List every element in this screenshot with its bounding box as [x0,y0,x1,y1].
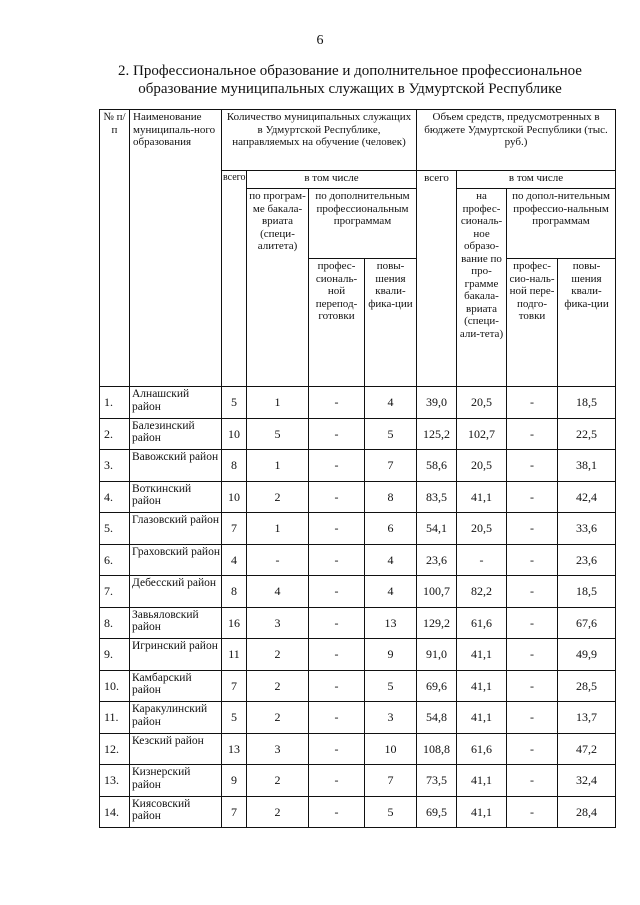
count-total: 8 [222,576,247,608]
header-num: № п/п [100,110,130,387]
header-additional-funds: по допол-нительным профессио-нальным программам [507,189,616,259]
count-total: 8 [222,450,247,482]
count-retraining: - [309,639,365,671]
count-total: 11 [222,639,247,671]
count-qualification: 6 [365,513,417,545]
count-bachelor: 3 [247,733,309,765]
count-retraining: - [309,733,365,765]
count-total: 7 [222,796,247,828]
row-number: 2. [100,418,130,450]
count-retraining: - [309,702,365,734]
funds-retraining: - [507,639,558,671]
header-qualification-count: повы-шения квали-фика-ции [365,259,417,387]
funds-total: 83,5 [417,481,457,513]
funds-retraining: - [507,481,558,513]
header-total-funds: всего [417,171,457,387]
table-row [100,387,616,419]
funds-retraining: - [507,387,558,419]
row-number: 9. [100,639,130,671]
table-row [100,450,616,482]
funds-qualification: 32,4 [558,765,616,797]
count-retraining: - [309,513,365,545]
count-retraining: - [309,670,365,702]
document-title [60,62,640,98]
count-total: 5 [222,387,247,419]
count-total: 4 [222,544,247,576]
funds-total: 58,6 [417,450,457,482]
header-count-group: Количество муниципальных служащих в Удмуртской Республике, направляемых на обучение (человек) [222,110,417,171]
funds-bachelor: 41,1 [457,702,507,734]
funds-qualification: 22,5 [558,418,616,450]
funds-qualification: 33,6 [558,513,616,545]
funds-total: 73,5 [417,765,457,797]
row-number: 1. [100,387,130,419]
count-total: 5 [222,702,247,734]
table-row [100,702,616,734]
count-bachelor: 1 [247,387,309,419]
funds-retraining: - [507,702,558,734]
funds-total: 69,5 [417,796,457,828]
funds-retraining: - [507,733,558,765]
funds-bachelor: 20,5 [457,387,507,419]
header-bachelor-count: по програм-ме бакала-вриата (специ-алитета) [247,189,309,387]
funds-total: 100,7 [417,576,457,608]
municipality-name: Глазовский район [130,513,222,545]
row-number: 4. [100,481,130,513]
row-number: 8. [100,607,130,639]
count-qualification: 10 [365,733,417,765]
count-bachelor: 2 [247,702,309,734]
funds-qualification: 18,5 [558,576,616,608]
header-total-count: всего [222,171,247,387]
count-qualification: 3 [365,702,417,734]
funds-retraining: - [507,670,558,702]
header-including-count: в том числе [247,171,417,189]
count-retraining: - [309,481,365,513]
count-bachelor: 4 [247,576,309,608]
municipality-name: Вавожский район [130,450,222,482]
table-row [100,733,616,765]
table-body [100,387,616,828]
count-retraining: - [309,418,365,450]
funds-total: 108,8 [417,733,457,765]
count-qualification: 4 [365,387,417,419]
funds-total: 54,1 [417,513,457,545]
funds-retraining: - [507,544,558,576]
count-qualification: 7 [365,765,417,797]
funds-bachelor: 41,1 [457,481,507,513]
row-number: 7. [100,576,130,608]
row-number: 14. [100,796,130,828]
funds-bachelor: - [457,544,507,576]
count-retraining: - [309,544,365,576]
funds-qualification: 38,1 [558,450,616,482]
funds-qualification: 13,7 [558,702,616,734]
table-row [100,639,616,671]
municipality-name: Дебесский район [130,576,222,608]
count-total: 10 [222,481,247,513]
funds-qualification: 47,2 [558,733,616,765]
training-table [99,109,616,828]
count-bachelor: 2 [247,670,309,702]
funds-bachelor: 41,1 [457,796,507,828]
count-qualification: 7 [365,450,417,482]
table-row [100,796,616,828]
municipality-name: Игринский район [130,639,222,671]
row-number: 6. [100,544,130,576]
count-qualification: 5 [365,418,417,450]
funds-retraining: - [507,418,558,450]
count-bachelor: 2 [247,639,309,671]
row-number: 11. [100,702,130,734]
count-bachelor: 1 [247,513,309,545]
count-total: 10 [222,418,247,450]
count-bachelor: 1 [247,450,309,482]
header-funds-group: Объем средств, предусмотренных в бюджете Удмуртской Республики (тыс. руб.) [417,110,616,171]
count-bachelor: 2 [247,765,309,797]
funds-bachelor: 20,5 [457,450,507,482]
count-total: 9 [222,765,247,797]
funds-bachelor: 41,1 [457,639,507,671]
funds-total: 91,0 [417,639,457,671]
funds-qualification: 49,9 [558,639,616,671]
count-qualification: 4 [365,576,417,608]
count-bachelor: 5 [247,418,309,450]
funds-qualification: 67,6 [558,607,616,639]
row-number: 13. [100,765,130,797]
funds-bachelor: 82,2 [457,576,507,608]
funds-total: 39,0 [417,387,457,419]
municipality-name: Воткинский район [130,481,222,513]
municipality-name: Кизнерский район [130,765,222,797]
header-retraining-funds: профес-сио-наль-ной пере-подго-товки [507,259,558,387]
funds-total: 129,2 [417,607,457,639]
count-qualification: 4 [365,544,417,576]
count-retraining: - [309,796,365,828]
count-qualification: 5 [365,670,417,702]
count-bachelor: 3 [247,607,309,639]
funds-bachelor: 61,6 [457,733,507,765]
count-retraining: - [309,387,365,419]
funds-qualification: 23,6 [558,544,616,576]
table-row [100,418,616,450]
funds-retraining: - [507,513,558,545]
count-bachelor: 2 [247,796,309,828]
municipality-name: Завьяловский район [130,607,222,639]
count-retraining: - [309,765,365,797]
header-qualification-funds: повы-шения квали-фика-ции [558,259,616,387]
funds-bachelor: 102,7 [457,418,507,450]
table-row [100,513,616,545]
funds-qualification: 18,5 [558,387,616,419]
funds-total: 125,2 [417,418,457,450]
count-total: 13 [222,733,247,765]
count-qualification: 8 [365,481,417,513]
municipality-name: Каракулинский район [130,702,222,734]
funds-qualification: 42,4 [558,481,616,513]
funds-total: 23,6 [417,544,457,576]
header-bachelor-funds: на профес-сиональ-ное образо-вание по про-грамме бакала-вриата (специ-али-тета) [457,189,507,387]
count-total: 16 [222,607,247,639]
funds-retraining: - [507,576,558,608]
funds-qualification: 28,4 [558,796,616,828]
municipality-name: Алнашский район [130,387,222,419]
page-number: 6 [316,33,324,48]
count-retraining: - [309,607,365,639]
funds-total: 69,6 [417,670,457,702]
funds-retraining: - [507,796,558,828]
funds-bachelor: 41,1 [457,765,507,797]
count-bachelor: 2 [247,481,309,513]
count-retraining: - [309,576,365,608]
municipality-name: Балезинский район [130,418,222,450]
funds-retraining: - [507,765,558,797]
count-bachelor: - [247,544,309,576]
municipality-name: Кезский район [130,733,222,765]
table-row [100,544,616,576]
table-row [100,607,616,639]
count-qualification: 9 [365,639,417,671]
row-number: 12. [100,733,130,765]
funds-qualification: 28,5 [558,670,616,702]
row-number: 5. [100,513,130,545]
count-total: 7 [222,670,247,702]
table-row [100,481,616,513]
funds-total: 54,8 [417,702,457,734]
funds-bachelor: 41,1 [457,670,507,702]
table-row [100,765,616,797]
municipality-name: Киясовский район [130,796,222,828]
count-retraining: - [309,450,365,482]
table-row [100,576,616,608]
funds-bachelor: 20,5 [457,513,507,545]
funds-retraining: - [507,607,558,639]
row-number: 3. [100,450,130,482]
municipality-name: Граховский район [130,544,222,576]
funds-bachelor: 61,6 [457,607,507,639]
table-row [100,670,616,702]
header-name: Наименование муниципаль-ного образования [130,110,222,387]
header-including-funds: в том числе [457,171,616,189]
count-qualification: 13 [365,607,417,639]
count-qualification: 5 [365,796,417,828]
municipality-name: Камбарский район [130,670,222,702]
header-additional-count: по дополнительным профессиональным программам [309,189,417,259]
header-retraining-count: профес-сиональ-ной перепод-готовки [309,259,365,387]
title-line-2: образование муниципальных служащих в Удмуртской Республике [138,81,562,97]
count-total: 7 [222,513,247,545]
row-number: 10. [100,670,130,702]
funds-retraining: - [507,450,558,482]
title-line-1: 2. Профессиональное образование и дополнительное профессиональное [118,63,582,79]
